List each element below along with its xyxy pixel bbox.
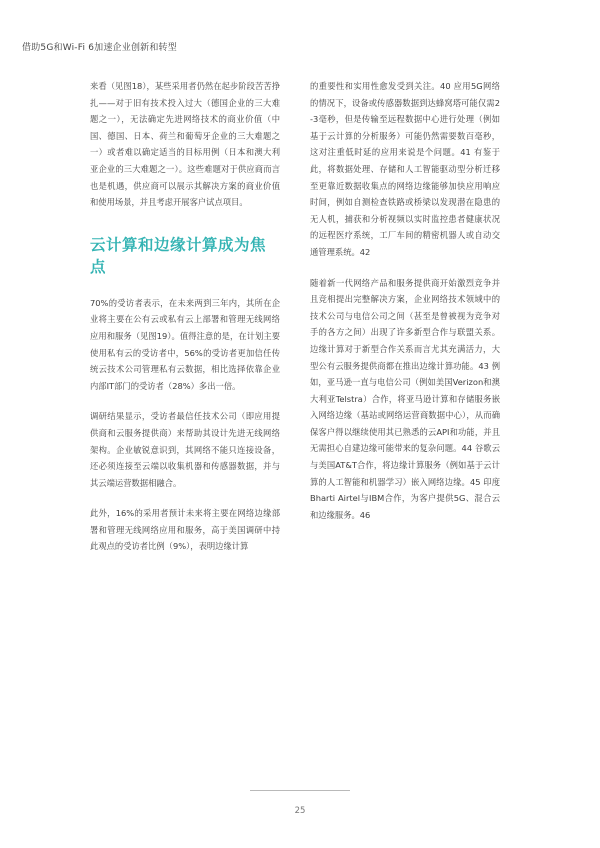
left-column: [90, 78, 280, 569]
footer-divider: [250, 790, 350, 791]
left-paragraph-3: 调研结果显示，受访者最信任技术公司（即应用提供商和云服务提供商）来帮助其设计先进无线网络架构。企业敏锐意识到，其网络不能只连接设备，还必须连接至云端以收集机器和传感器数据，并与其云端运营数据相融合。: [90, 411, 280, 488]
section-heading: 云计算和边缘计算成为焦点: [90, 235, 267, 276]
page-number: 25: [294, 806, 306, 816]
right-paragraph-1: 的重要性和实用性愈发受到关注。40 应用5G网络的情况下，设备或传感器数据到达蜂窝塔可能仅需2-3毫秒，但是传输至远程数据中心进行处理（例如基于云计算的分析服务）可能仍然需要数百毫秒，这对注重低时延的应用来说是个问题。41 有鉴于此，将数据处理、存储和人工智能驱动型分析迁移至更靠近数据收集点的网络边缘能够加快应用响应时间，例如自测检查铁路或桥梁以发现潜在隐患的无人机，捕获和分析视频以实时监控患者健康状况的远程医疗系统，工厂车间的精密机器人或自动交通管理系统。42: [310, 81, 500, 257]
left-paragraph-2: 70%的受访者表示，在未来两到三年内，其所在企业将主要在公有云或私有云上部署和管理无线网络应用和服务（见图19）。值得注意的是，在计划主要使用私有云的受访者中，56%的受访者更加信任传统云技术公司管理私有云数据，相比选择依靠企业内部IT部门的受访者（28%）多出一倍。: [90, 297, 280, 391]
right-column: [310, 78, 500, 537]
left-paragraph-1: 来看（见图18），某些采用者仍然在起步阶段苦苦挣扎——对于旧有技术投入过大（德国企业的三大难题之一），无法确定先进网络技术的商业价值（中国、德国、日本、荷兰和葡萄牙企业的三大难题之一）或者难以确定适当的目标用例（日本和澳大利亚企业的三大难题之一）。这些难题对于供应商而言也是机遇，供应商可以展示其解决方案的商业价值和使用场景，并且考虑开展客户试点项目。: [90, 81, 280, 208]
right-paragraph-2: 随着新一代网络产品和服务提供商开始激烈竞争并且竞相提出完整解决方案，企业网络技术领域中的技术公司与电信公司之间（甚至是曾被视为竞争对手的各方之间）出现了许多新型合作与联盟关系。边缘计算对于新型合作关系而言尤其充满活力，大型公有云服务提供商都在推出边缘计算功能。43 例如，亚马逊一直与电信公司（例如美国Verizon和澳大利亚Telstra）合作，将亚马逊计算和存储服务嵌入网络边缘（基站或网络运营商数据中心），从而确保客户得以继续使用其已熟悉的云API和功能，并且无需担心自建边缘可能带来的复杂问题。44 谷歌云与美国AT&T合作，将边缘计算服务（例如基于云计算的人工智能和机器学习）嵌入网络边缘。45 印度Bharti Airtel与IBM合作，为客户提供5G、混合云和边缘服务。46: [310, 277, 500, 520]
left-paragraph-4: 此外，16%的采用者预计未来将主要在网络边缘部署和管理无线网络应用和服务，高于美国调研中持此观点的受访者比例（9%），表明边缘计算: [90, 508, 280, 552]
running-header: 借助5G和Wi-Fi 6加速企业创新和转型: [22, 43, 177, 53]
